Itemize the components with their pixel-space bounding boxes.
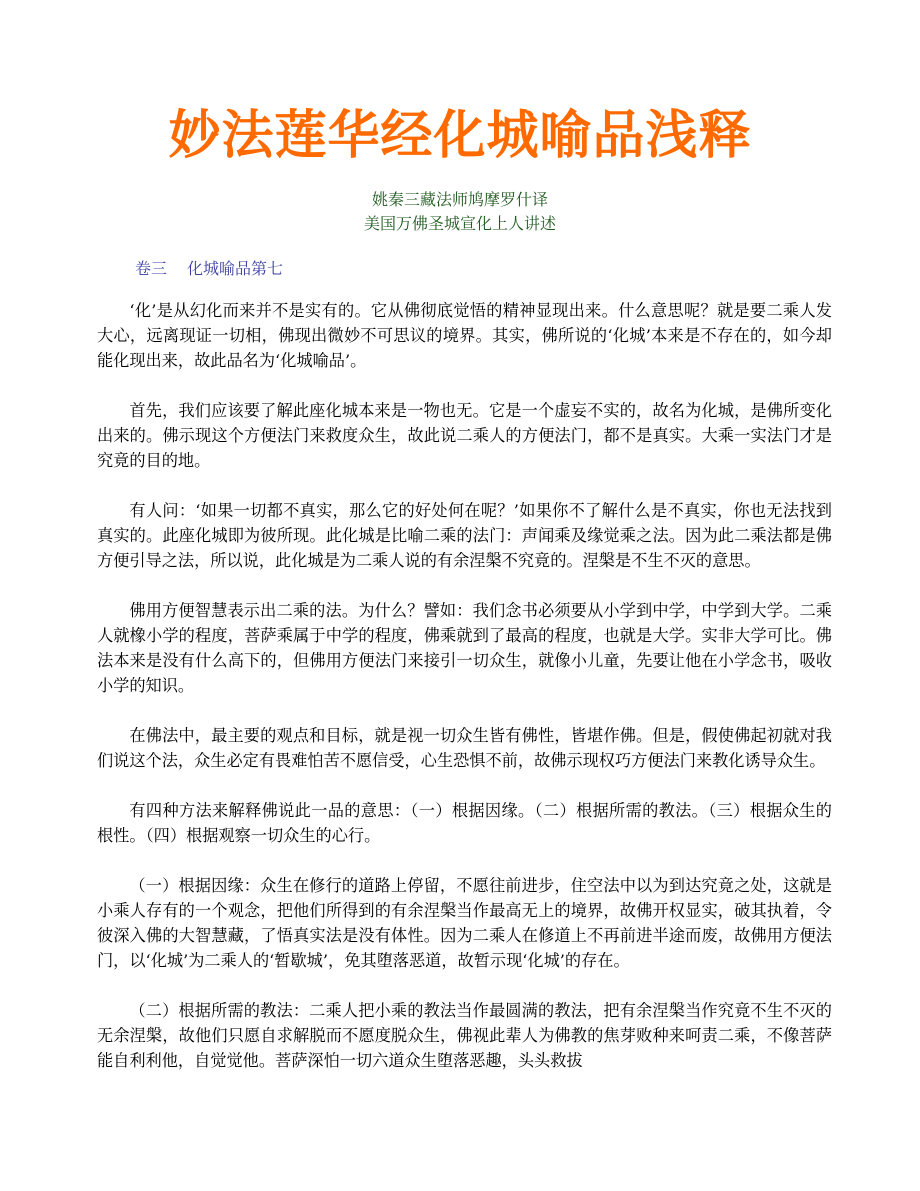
paragraph: 佛用方便智慧表示出二乘的法。为什么？譬如：我们念书必须要从小学到中学，中学到大学。二乘人就橡小学的程度，菩萨乘属于中学的程度，佛乘就到了最高的程度，也就是大学。实非大学可比。佛法本来是没有什么高下的，但佛用方便法门来接引一切众生，就像小儿童，先要让他在小学念书，吸收小学的知识。	[97, 601, 832, 695]
chapter-name: 化城喻品第七	[187, 259, 284, 278]
paragraph: 有人问：‘如果一切都不真实，那么它的好处何在呢？’如果你不了解什么是不真实，你也无法找到真实的。此座化城即为彼所现。此化城是比喻二乘的法门：声闻乘及缘觉乘之法。因为此二乘法都是佛方便引导之法，所以说，此化城是为二乘人说的有余涅槃不究竟的。涅槃是不生不灭的意思。	[97, 501, 832, 570]
credits	[0, 188, 920, 236]
lecturer-line: 美国万佛圣城宣化上人讲述	[363, 214, 556, 233]
body-text	[97, 298, 832, 1098]
paragraph: （一）根据因缘：众生在修行的道路上停留，不愿往前进步，住空法中以为到达究竟之处，这就是小乘人存有的一个观念，把他们所得到的有余涅槃当作最高无上的境界，故佛开权显实，破其执着，令彼深入佛的大智慧藏，了悟真实法是没有体性。因为二乘人在修道上不再前进半途而废，故佛用方便法门，以‘化城’为二乘人的‘暂歇城’，免其堕落恶道，故暂示现‘化城’的存在。	[97, 876, 832, 970]
paragraph: 首先，我们应该要了解此座化城本来是一物也无。它是一个虚妄不实的，故名为化城，是佛所变化出来的。佛示现这个方便法门来救度众生，故此说二乘人的方便法门，都不是真实。大乘一实法门才是究竟的目的地。	[97, 401, 832, 470]
paragraph: ‘化’是从幻化而来并不是实有的。它从佛彻底觉悟的精神显现出来。什么意思呢？就是要二乘人发大心，远离现证一切相，佛现出微妙不可思议的境界。其实，佛所说的‘化城’本来是不存在的，如今却能化现出来，故此品名为‘化城喻品’。	[97, 301, 832, 370]
paragraph: 在佛法中，最主要的观点和目标，就是视一切众生皆有佛性，皆堪作佛。但是，假使佛起初就对我们说这个法，众生必定有畏难怕苦不愿信受，心生恐惧不前，故佛示现权巧方便法门来教化诱导众生。	[97, 726, 832, 770]
paragraph: 有四种方法来解释佛说此一品的意思：（一）根据因缘。（二）根据所需的教法。（三）根据众生的根性。（四）根据观察一切众生的心行。	[97, 801, 832, 845]
chapter-heading	[135, 257, 283, 281]
document-title: 妙法莲华经化城喻品浅释	[168, 105, 752, 166]
paragraph: （二）根据所需的教法：二乘人把小乘的教法当作最圆满的教法，把有余涅槃当作究竟不生不灭的无余涅槃，故他们只愿自求解脱而不愿度脱众生，佛视此辈人为佛教的焦芽败种来呵责二乘，不像菩萨能自利利他，自觉觉他。菩萨深怕一切六道众生堕落恶趣，头头救拔	[97, 1001, 832, 1070]
chapter-volume: 卷三	[135, 259, 168, 278]
translator-line: 姚秦三藏法师鸠摩罗什译	[371, 190, 548, 209]
